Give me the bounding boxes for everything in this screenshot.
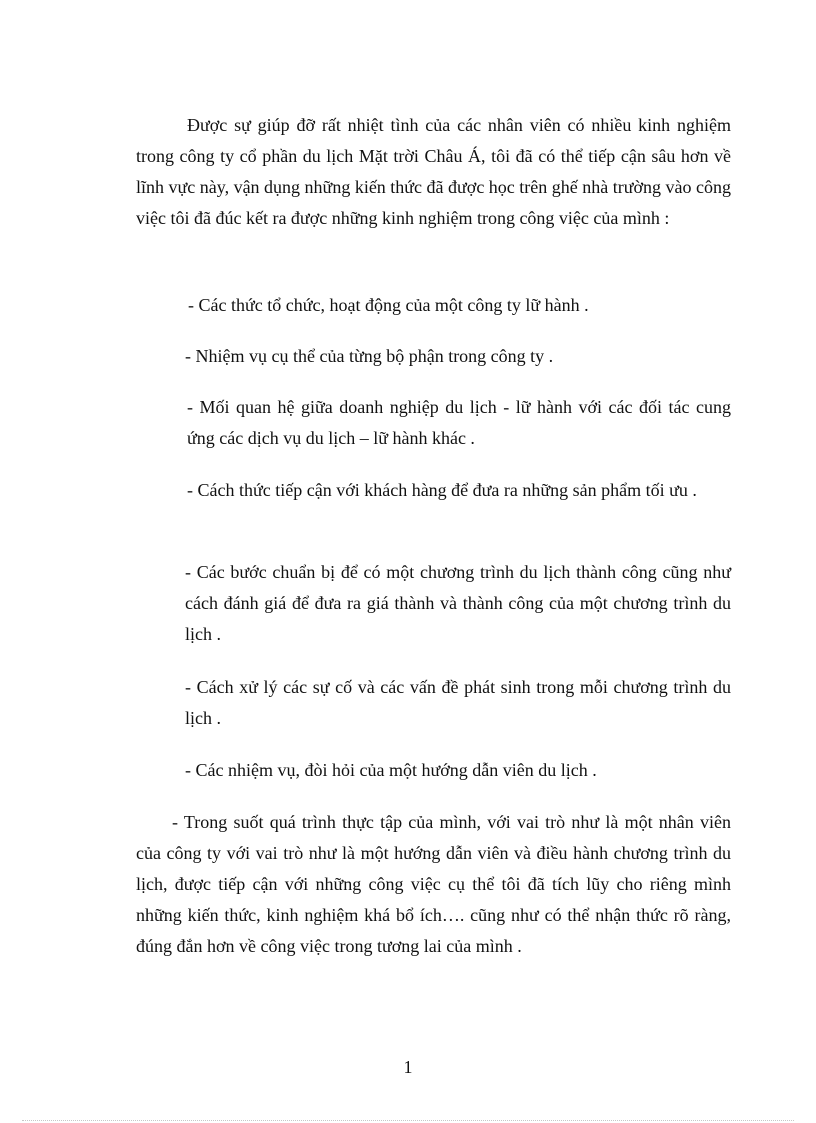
intro-paragraph: Được sự giúp đỡ rất nhiệt tình của các nhân viên có nhiều kinh nghiệm trong công ty cổ phần du lịch Mặt trời Châu Á, tôi đã có thể tiếp cận sâu hơn về lĩnh vực này, vận dụng những kiến thức đã được học trên ghế nhà trường vào công việc tôi đã đúc kết ra được những kinh nghiệm trong công việc của mình : [136, 115, 732, 228]
list-item: - Các nhiệm vụ, đòi hỏi của một hướng dẫn viên du lịch . [185, 760, 597, 780]
list-item: - Cách thức tiếp cận với khách hàng để đưa ra những sản phẩm tối ưu . [187, 480, 697, 500]
list-item: - Các thức tổ chức, hoạt động của một công ty lữ hành . [188, 295, 589, 315]
page-number: 1 [403, 1057, 413, 1077]
list-item: - Cách xử lý các sự cố và các vấn đề phát sinh trong mỗi chương trình du lịch . [185, 677, 731, 728]
footer-divider [22, 1120, 794, 1121]
list-item: - Mối quan hệ giữa doanh nghiệp du lịch - lữ hành với các đối tác cung ứng các dịch vụ du lịch – lữ hành khác . [187, 397, 731, 448]
list-item: - Các bước chuẩn bị để có một chương trình du lịch thành công cũng như cách đánh giá để đưa ra giá thành và thành công của một chương trình du lịch . [185, 562, 731, 644]
closing-paragraph: - Trong suốt quá trình thực tập của mình, với vai trò như là một nhân viên của công ty với vai trò như là một hướng dẫn viên và điều hành chương trình du lịch, được tiếp cận với những công việc cụ thể tôi đã tích lũy cho riêng mình những kiến thức, kinh nghiệm khá bổ ích…. cũng như có thể nhận thức rõ ràng, đúng đắn hơn về công việc trong tương lai của mình . [136, 812, 731, 956]
list-item: - Nhiệm vụ cụ thể của từng bộ phận trong công ty . [185, 346, 554, 366]
